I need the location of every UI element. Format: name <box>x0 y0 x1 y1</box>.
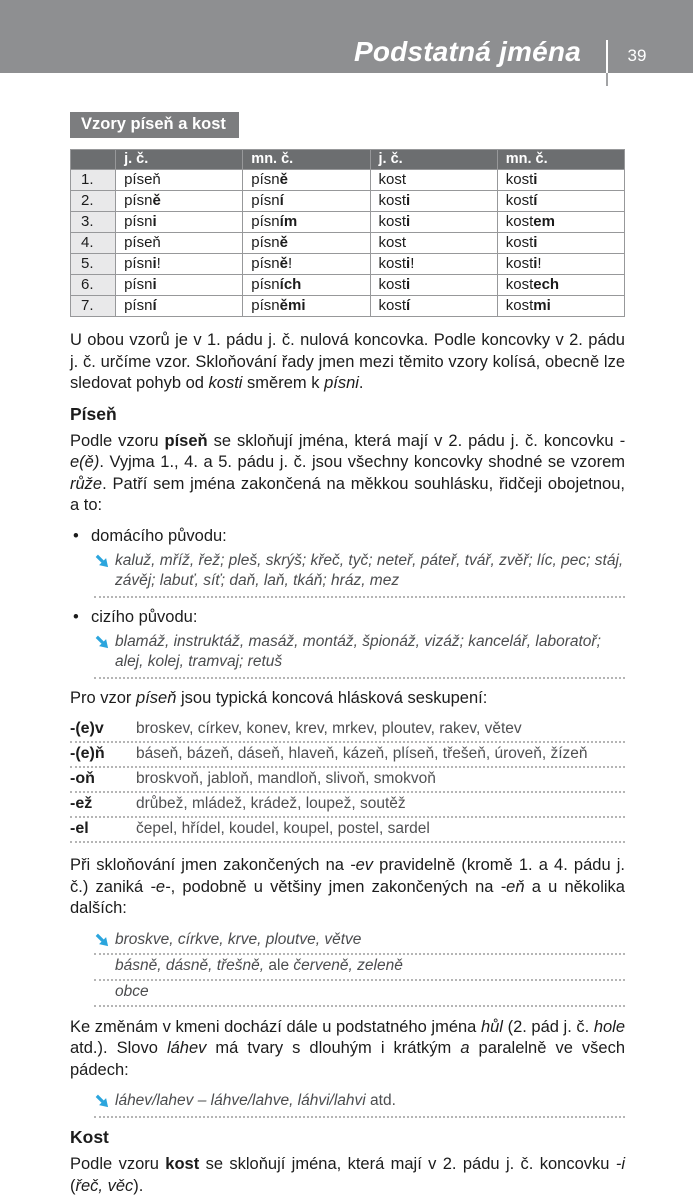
section-label: Vzory píseň a kost <box>70 112 239 138</box>
pisen-singular-cell: písni! <box>116 254 243 275</box>
bullet-label: domácího původu: <box>91 526 227 545</box>
table-body <box>71 170 625 317</box>
arrow-southeast-icon <box>94 553 115 593</box>
pisen-singular-cell: písní <box>116 296 243 317</box>
endings-intro-paragraph: Pro vzor píseň jsou typická koncová hlásková seskupení: <box>70 688 488 707</box>
example-block <box>94 550 625 598</box>
example-block <box>94 631 625 679</box>
kost-singular-cell: kostí <box>370 296 497 317</box>
kost-singular-cell: kosti <box>370 191 497 212</box>
kost-heading: Kost <box>70 1127 109 1147</box>
page-header <box>0 0 693 73</box>
pisen-heading: Píseň <box>70 403 117 424</box>
bullet-icon: • <box>73 526 79 545</box>
example-words: blamáž, instruktáž, masáž, montáž, špionáž, vizáž; kancelář, laboratoř; alej, kolej, tramvaj; retuš <box>115 632 601 670</box>
case-number-cell: 7. <box>71 296 116 317</box>
table-row <box>71 191 625 212</box>
table-header-cell <box>71 150 116 170</box>
example-line <box>94 955 625 981</box>
example-words: broskve, církve, krve, ploutve, větve <box>115 930 362 948</box>
page-title: Podstatná jména <box>353 36 581 67</box>
kost-singular-cell: kosti <box>370 275 497 296</box>
bullet-item <box>70 526 625 598</box>
kost-singular-cell: kost <box>370 233 497 254</box>
kost-intro-paragraph: Podle vzoru kost se skloňují jména, která mají v 2. pádu j. č. koncovku -i (řeč, věc). <box>70 1155 625 1195</box>
ev-example-list <box>70 929 625 1007</box>
example-words: básně, dásně, třešně, ale červeně, zeleně <box>115 956 403 974</box>
table-header-cell: mn. č. <box>243 150 370 170</box>
arrow-southeast-icon <box>94 1093 115 1113</box>
pisen-singular-cell: píseň <box>116 233 243 254</box>
ending-row <box>70 818 625 843</box>
ending-words: broskvoň, jabloň, mandloň, slivoň, smokvoň <box>136 770 436 787</box>
declension-table <box>70 149 625 317</box>
bullet-item <box>70 607 625 679</box>
ev-paragraph: Při skloňování jmen zakončených na -ev pravidelně (kromě 1. a 4. pádu j. č.) zaniká -e-, podobně u většiny jmen zakončených na -eň a u několika dalších: <box>70 856 625 917</box>
kost-plural-cell: kostech <box>497 275 624 296</box>
header-divider-tail <box>606 73 608 86</box>
origin-bullet-list <box>70 526 625 679</box>
case-number-cell: 3. <box>71 212 116 233</box>
table-row <box>71 170 625 191</box>
pisen-plural-cell: písně <box>243 170 370 191</box>
ending-row <box>70 768 625 793</box>
kost-plural-cell: kosti! <box>497 254 624 275</box>
ending-suffix: -(e)ň <box>70 745 105 762</box>
case-number-cell: 4. <box>71 233 116 254</box>
bullet-label: cizího původu: <box>91 607 198 626</box>
pisen-singular-cell: píseň <box>116 170 243 191</box>
kost-plural-cell: kosti <box>497 233 624 254</box>
hul-paragraph: Ke změnám v kmeni dochází dále u podstatného jména hůl (2. pád j. č. hole atd.). Slovo láhev má tvary s dlouhým i krátkým a paralelně ve všech pádech: <box>70 1017 626 1079</box>
table-row <box>71 212 625 233</box>
arrow-southeast-icon <box>94 932 115 952</box>
example-words: obce <box>115 982 149 1000</box>
ending-words: drůbež, mládež, krádež, loupež, soutěž <box>136 795 406 812</box>
kost-plural-cell: kosti <box>497 170 624 191</box>
ending-suffix: -(e)v <box>70 720 104 737</box>
table-row <box>71 254 625 275</box>
table-row <box>71 233 625 254</box>
ending-suffix: -ež <box>70 795 93 812</box>
ending-words: čepel, hřídel, koudel, koupel, postel, sardel <box>136 820 430 837</box>
page-number: 39 <box>627 46 647 65</box>
pisen-plural-cell: písněmi <box>243 296 370 317</box>
pisen-singular-cell: písni <box>116 275 243 296</box>
table-header-cell: mn. č. <box>497 150 624 170</box>
kost-plural-cell: kostí <box>497 191 624 212</box>
arrow-southeast-icon <box>94 634 115 674</box>
example-line <box>94 981 625 1007</box>
pisen-plural-cell: písních <box>243 275 370 296</box>
example-line <box>94 929 625 955</box>
table-row <box>71 275 625 296</box>
pisen-plural-cell: písně! <box>243 254 370 275</box>
kost-singular-cell: kosti <box>370 212 497 233</box>
table-row <box>71 296 625 317</box>
pisen-plural-cell: písně <box>243 233 370 254</box>
pisen-plural-cell: písním <box>243 212 370 233</box>
case-number-cell: 1. <box>71 170 116 191</box>
ending-suffix: -el <box>70 820 89 837</box>
pisen-singular-cell: písně <box>116 191 243 212</box>
endings-list <box>70 718 625 843</box>
ending-row <box>70 743 625 768</box>
pisen-intro-paragraph: Podle vzoru píseň se skloňují jména, která mají v 2. pádu j. č. koncovku -e(ě). Vyjma 1., 4. a 5. pádu j. č. jsou všechny koncovky shodné se vzorem růže. Patří sem jména zakončená na měkkou souhlásku, řidčeji obojetnou, a to: <box>70 431 625 514</box>
case-number-cell: 6. <box>71 275 116 296</box>
intro-paragraph: U obou vzorů je v 1. pádu j. č. nulová koncovka. Podle koncovky v 2. pádu j. č. určíme vzor. Skloňování řady jmen mezi těmito vzory kolísá, obecně lze sledovat pohyb od kosti směrem k písni. <box>70 331 625 392</box>
ending-suffix: -oň <box>70 770 95 787</box>
page-content <box>0 73 693 1197</box>
table-header-cell: j. č. <box>370 150 497 170</box>
ending-row <box>70 793 625 818</box>
kost-plural-cell: kostmi <box>497 296 624 317</box>
table-header-row <box>71 150 625 170</box>
ending-words: báseň, bázeň, dáseň, hlaveň, kázeň, plíseň, třešeň, úroveň, žízeň <box>136 745 588 762</box>
ending-row <box>70 718 625 743</box>
case-number-cell: 5. <box>71 254 116 275</box>
kost-plural-cell: kostem <box>497 212 624 233</box>
table-header-cell: j. č. <box>116 150 243 170</box>
pisen-plural-cell: písní <box>243 191 370 212</box>
kost-singular-cell: kost <box>370 170 497 191</box>
case-number-cell: 2. <box>71 191 116 212</box>
example-words: kaluž, mříž, řež; pleš, skrýš; křeč, tyč; neteř, páteř, tvář, zvěř; líc, pec; stáj, závěj; labuť, síť; daň, laň, tkáň; hráz, mez <box>115 551 624 589</box>
bullet-icon: • <box>73 607 79 626</box>
kost-singular-cell: kosti! <box>370 254 497 275</box>
hul-example-block <box>94 1090 625 1118</box>
example-words: láhev/lahev – láhve/lahve, láhvi/lahvi atd. <box>115 1092 396 1109</box>
bullet-line <box>70 526 625 547</box>
pisen-singular-cell: písni <box>116 212 243 233</box>
bullet-line <box>70 607 625 628</box>
ending-words: broskev, církev, konev, krev, mrkev, ploutev, rakev, větev <box>136 720 522 737</box>
